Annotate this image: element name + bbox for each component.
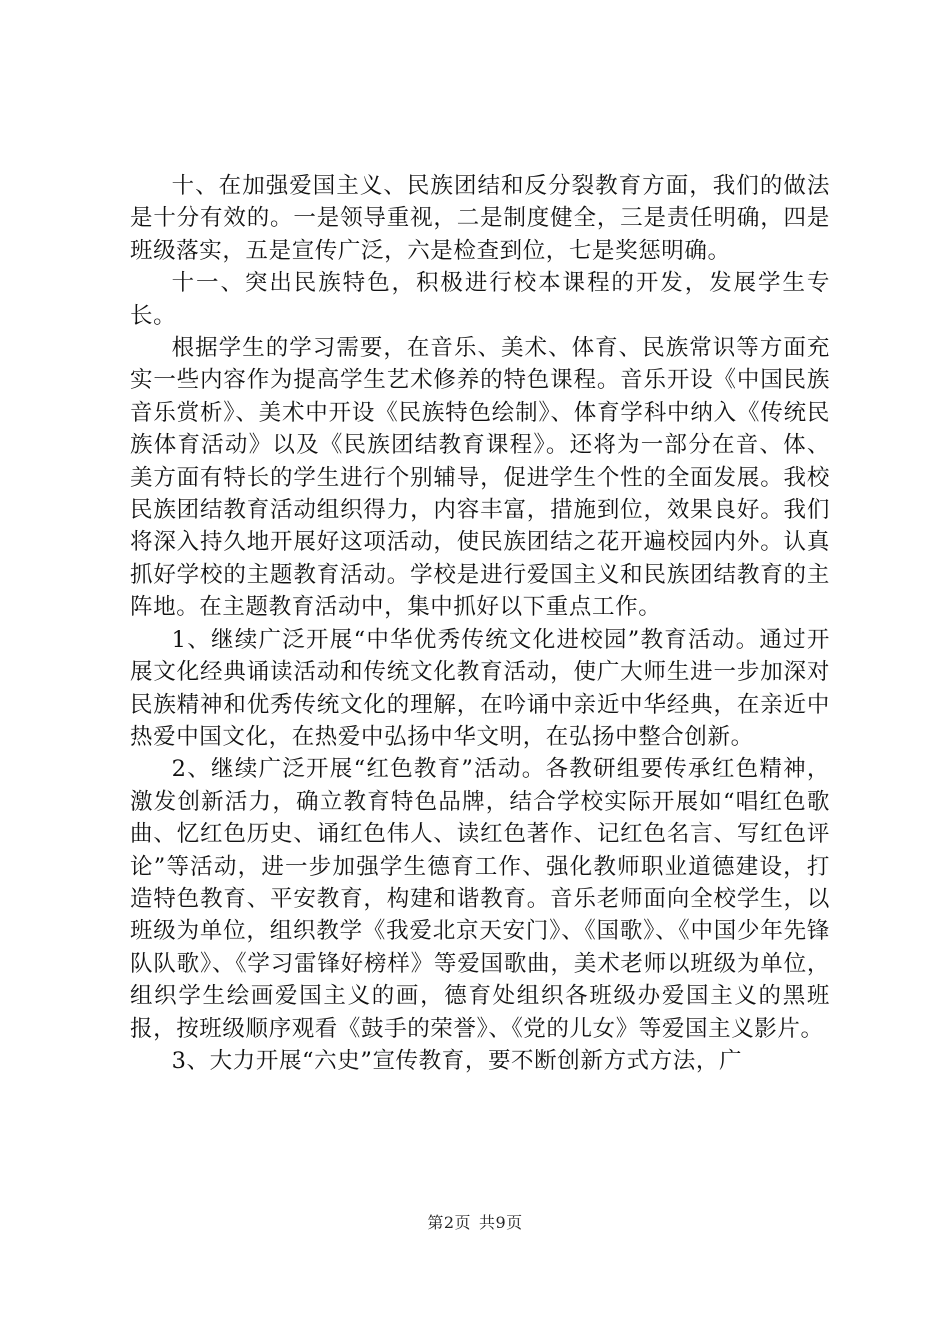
page-footer [0, 1213, 950, 1233]
paragraph-red-education: 2、继续广泛开展“红色教育”活动。各教研组要传承红色精神，激发创新活力，确立教育特色品牌，结合学校实际开展如“唱红色歌曲、忆红色历史、诵红色伟人、读红色著作、记红色名言、写红色评论”等活动，进一步加强学生德育工作、强化教师职业道德建设，打造特色教育、平安教育，构建和谐教育。音乐老师面向全校学生，以班级为单位，组织教学《我爱北京天安门》、《国歌》、《中国少年先锋队队歌》、《学习雷锋好榜样》等爱国歌曲，美术老师以班级为单位，组织学生绘画爱国主义的画，德育处组织各班级办爱国主义的黑班报，按班级顺序观看《鼓手的荣誉》、《党的儿女》等爱国主义影片。 [130, 756, 830, 1042]
total-pages: 共9页 [479, 1213, 523, 1232]
paragraph-six-histories: 3、大力开展“六史”宣传教育，要不断创新方式方法，广 [171, 1047, 743, 1074]
page-number: 第2页 [427, 1213, 471, 1232]
paragraph-traditional-culture: 1、继续广泛开展“中华优秀传统文化进校园”教育活动。通过开展文化经典诵读活动和传统文化教育活动，使广大师生进一步加深对民族精神和优秀传统文化的理解，在吟诵中亲近中华经典，在亲近中热爱中国文化，在热爱中弘扬中华文明，在弘扬中整合创新。 [130, 626, 830, 750]
document-body [130, 170, 830, 1077]
paragraph-featured-courses: 根据学生的学习需要，在音乐、美术、体育、民族常识等方面充实一些内容作为提高学生艺术修养的特色课程。音乐开设《中国民族音乐赏析》、美术中开设《民族特色绘制》、体育学科中纳入《传统民族体育活动》以及《民族团结教育课程》。还将为一部分在音、体、美方面有特长的学生进行个别辅导，促进学生个性的全面发展。我校民族团结教育活动组织得力，内容丰富，措施到位，效果良好。我们将深入持久地开展好这项活动，使民族团结之花开遍校园内外。认真抓好学校的主题教育活动。学校是进行爱国主义和民族团结教育的主阵地。在主题教育活动中，集中抓好以下重点工作。 [130, 335, 830, 621]
paragraph-anti-separatism-education: 十、在加强爱国主义、民族团结和反分裂教育方面，我们的做法是十分有效的。一是领导重视，二是制度健全，三是责任明确，四是班级落实，五是宣传广泛，六是检查到位，七是奖惩明确。 [130, 173, 830, 264]
paragraph-school-curriculum-heading: 十一、突出民族特色，积极进行校本课程的开发，发展学生专长。 [130, 270, 830, 329]
